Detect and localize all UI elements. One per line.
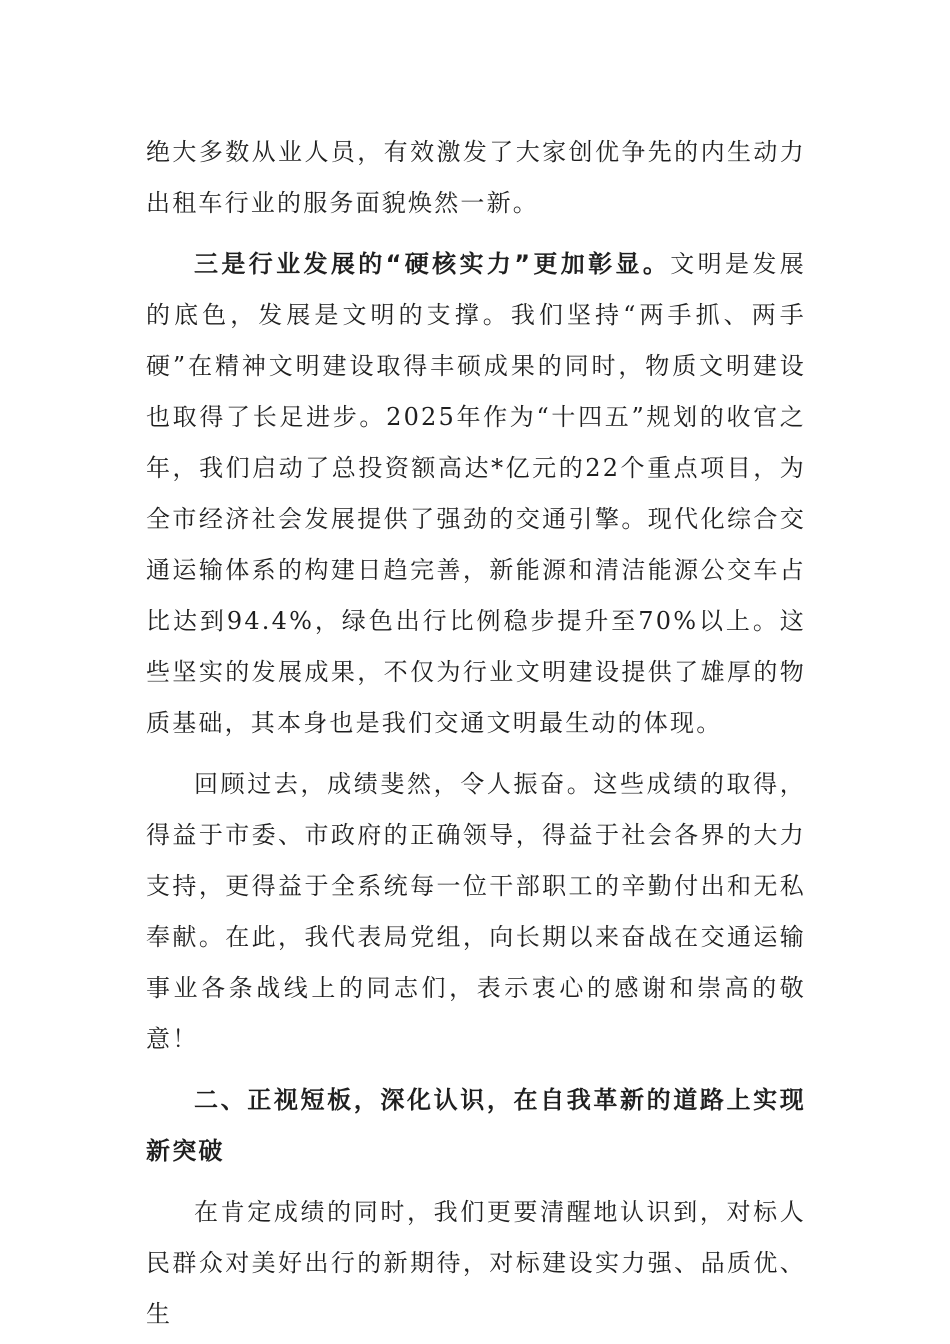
- paragraph-text: 回顾过去，成绩斐然，令人振奋。这些成绩的取得，得益于市委、市政府的正确领导，得益于社会各界的大力支持，更得益于全系统每一位干部职工的辛勤付出和无私奉献。在此，我代表局党组，向长期以来奋战在交通运输事业各条战线上的同志们，表示衷心的感谢和崇高的敬意！: [146, 770, 806, 1053]
- document-body: [146, 127, 806, 1340]
- paragraph-text: 绝大多数从业人员，有效激发了大家创优争先的内生动力出租车行业的服务面貌焕然一新。: [146, 138, 806, 217]
- paragraph-text: 在肯定成绩的同时，我们更要清醒地认识到，对标人民群众对美好出行的新期待，对标建设实力强、品质优、生: [146, 1198, 806, 1328]
- paragraph-bold-lead: 三是行业发展的“硬核实力”更加彰显。: [194, 250, 671, 278]
- section-heading: 二、正视短板，深化认识，在自我革新的道路上实现新突破: [146, 1086, 806, 1165]
- paragraph-industry-strength: [146, 239, 806, 749]
- paragraph-closing: [146, 1187, 806, 1340]
- paragraph-text: 文明是发展的底色，发展是文明的支撑。我们坚持“两手抓、两手硬”在精神文明建设取得丰硕成果的同时，物质文明建设也取得了长足进步。2025年作为“十四五”规划的收官之年，我们启动了总投资额高达*亿元的22个重点项目，为全市经济社会发展提供了强劲的交通引擎。现代化综合交通运输体系的构建日趋完善，新能源和清洁能源公交车占比达到94.4%，绿色出行比例稳步提升至70%以上。这些坚实的发展成果，不仅为行业文明建设提供了雄厚的物质基础，其本身也是我们交通文明最生动的体现。: [146, 250, 807, 737]
- paragraph-review: [146, 759, 806, 1065]
- paragraph-continuation: [146, 127, 806, 229]
